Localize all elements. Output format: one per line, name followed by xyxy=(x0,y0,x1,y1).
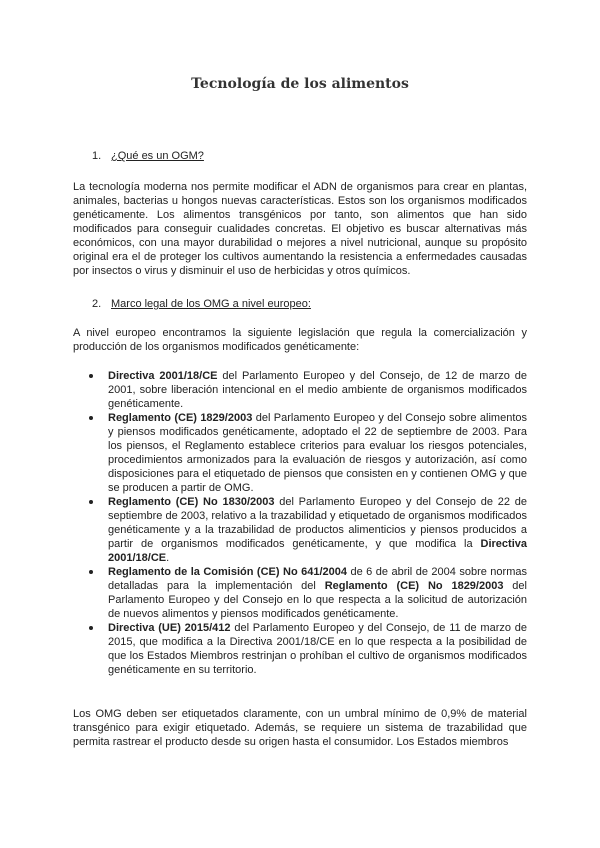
section-2-title: Marco legal de los OMG a nivel europeo: xyxy=(111,298,311,310)
document-title: Tecnología de los alimentos xyxy=(191,76,409,92)
law-description: del Parlamento Europeo y del Consejo sobre alimentos y piensos modificados genéticamente, adoptado el 22 de septiembre de 2003. Para los piensos, el Reglamento establece criterios para evaluar los riesgos potenciales, procedimientos armonizados para la evaluación de riesgos y autorización, así como disposiciones para el etiquetado de piensos que consisten en y contienen OMG y que se producen a partir de OMG. xyxy=(108,412,528,494)
legislation-list xyxy=(73,369,527,677)
law-name: Directiva 2001/18/CE xyxy=(108,370,218,382)
paragraph-labeling: Los OMG deben ser etiquetados claramente, con un umbral mínimo de 0,9% de material transgénico para exigir etiquetado. Además, se requiere un sistema de trazabilidad que permita rastrear el producto desde su origen hasta el consumidor. Los Estados miembros xyxy=(73,708,527,748)
law-name: Reglamento (CE) 1829/2003 xyxy=(108,412,253,424)
law-description-end: del Parlamento Europeo y del Consejo en lo que respecta a la solicitud de autorización de nuevos alimentos y piensos modificados genéticamente. xyxy=(108,580,527,620)
paragraph-legal-intro: A nivel europeo encontramos la siguiente legislación que regula la comercialización y producción de los organismos modificados genéticamente: xyxy=(73,327,527,353)
bullet-icon xyxy=(89,374,93,378)
list-item xyxy=(73,369,527,411)
list-item xyxy=(73,411,527,495)
law-reference: Directiva 2001/18/CE xyxy=(108,538,527,564)
bullet-icon xyxy=(89,500,93,504)
law-description: del Parlamento Europeo y del Consejo, de 12 de marzo de 2001, sobre liberación intencional en el medio ambiente de organismos modificados genéticamente. xyxy=(108,370,527,410)
section-1-title: ¿Qué es un OGM? xyxy=(111,150,204,162)
law-description: del Parlamento Europeo y del Consejo de 22 de septiembre de 2003, relativo a la trazabilidad y etiquetado de organismos modificados genéticamente y a la trazabilidad de productos alimenticios y piensos producidos a partir de organismos modificados genéticamente, y que modifica la xyxy=(108,496,527,550)
section-1-number: 1. xyxy=(92,150,102,162)
section-2-number: 2. xyxy=(92,298,102,310)
list-item xyxy=(73,621,527,677)
list-item xyxy=(73,565,527,621)
law-name: Reglamento de la Comisión (CE) No 641/2004 xyxy=(108,566,348,578)
bullet-icon xyxy=(89,626,93,630)
paragraph-what-is-gmo: La tecnología moderna nos permite modificar el ADN de organismos para crear en plantas, animales, bacterias u hongos nuevas características. Estos son los organismos modificados genéticamente. Los alimentos transgénicos por tanto, son alimentos que han sido modificados para conseguir cualidades concretas. El objetivo es buscar alternativas más económicos, con una mayor durabilidad o mejores a nivel nutricional, aunque su propósito original era el de proteger los cultivos aumentando la resistencia a enfermedades causadas por insectos o virus y disminuir el uso de herbicidas y otros químicos. xyxy=(73,181,527,277)
law-name: Directiva (UE) 2015/412 xyxy=(108,622,231,634)
law-name: Reglamento (CE) No 1830/2003 xyxy=(108,496,275,508)
list-item xyxy=(73,495,527,565)
law-description-end: . xyxy=(166,552,170,564)
bullet-icon xyxy=(89,416,93,420)
law-description: de 6 de abril de 2004 sobre normas detalladas para la implementación del xyxy=(108,566,527,592)
bullet-icon xyxy=(89,570,93,574)
law-description: del Parlamento Europeo y del Consejo, de 11 de marzo de 2015, que modifica a la Directiva 2001/18/CE en lo que respecta a la posibilidad de que los Estados Miembros restrinjan o prohíban el cultivo de organismos modificados genéticamente en su territorio. xyxy=(108,622,528,676)
law-reference: Reglamento (CE) No 1829/2003 xyxy=(324,580,504,592)
